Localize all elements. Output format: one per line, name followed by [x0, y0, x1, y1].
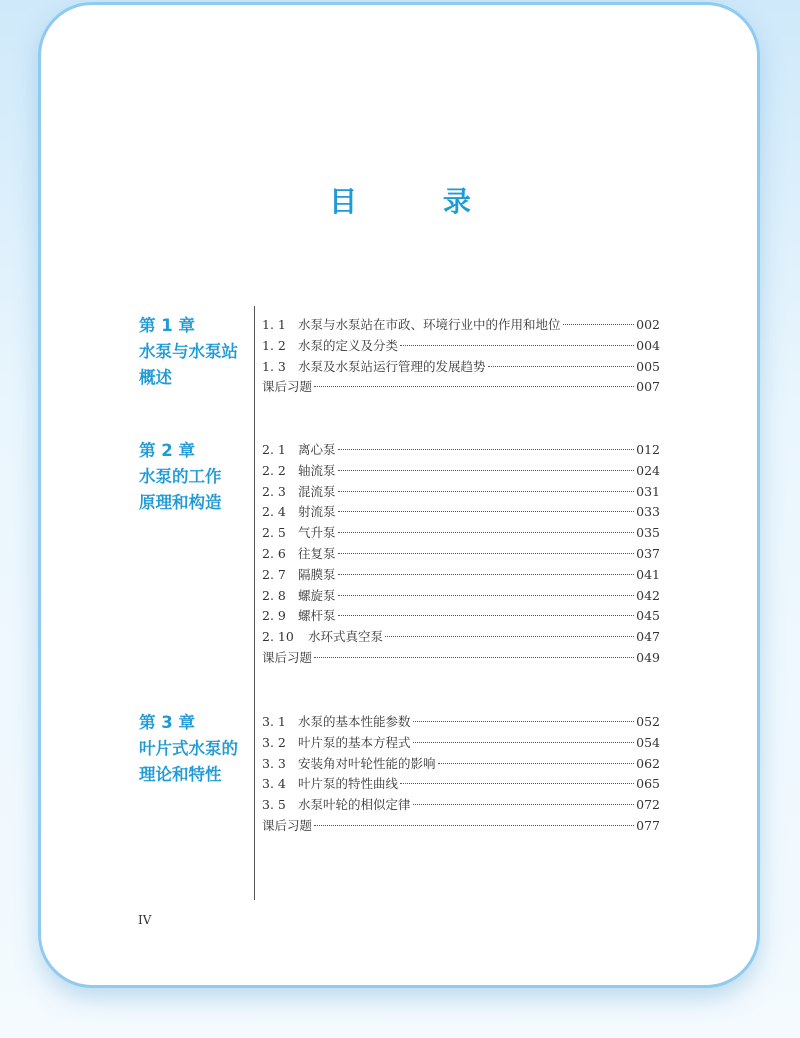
toc-entry-page: 054 — [636, 734, 660, 750]
toc-entry[interactable] — [262, 523, 660, 544]
toc-entry-page: 005 — [636, 358, 660, 374]
toc-entry-title: 课后习题 — [262, 649, 313, 665]
dot-leader — [385, 636, 634, 637]
toc-entry-page: 004 — [636, 337, 660, 353]
toc-entry-page: 047 — [636, 629, 660, 645]
toc-entry-page: 042 — [636, 587, 660, 603]
toc-entry-title: 安装角对叶轮性能的影响 — [298, 755, 436, 771]
toc-entry-number: 1. 2 — [262, 337, 286, 353]
toc-entry-page: 002 — [636, 317, 660, 332]
toc-entry[interactable] — [262, 586, 660, 607]
toc-entry[interactable] — [262, 482, 660, 503]
toc-entry[interactable] — [262, 377, 660, 398]
dot-leader — [413, 804, 635, 805]
chapter-heading-label: 第 1 章 — [139, 316, 195, 335]
toc-entry-title: 射流泵 — [298, 504, 336, 520]
dot-leader — [338, 491, 635, 492]
dot-leader — [413, 721, 635, 722]
toc-entry-title: 螺杆泵 — [298, 608, 336, 624]
toc-entry-page: 024 — [636, 462, 660, 478]
chapter-heading-name-line2: 概述 — [139, 368, 172, 387]
toc-entry-title: 隔膜泵 — [298, 566, 336, 582]
dot-leader — [314, 386, 634, 387]
dot-leader — [563, 324, 635, 325]
toc-entry-title: 叶片泵的基本方程式 — [298, 734, 411, 750]
toc-entry[interactable] — [262, 648, 660, 669]
toc-entry[interactable] — [262, 774, 660, 795]
toc-entry-title: 课后习题 — [262, 817, 313, 833]
toc-entry[interactable] — [262, 606, 660, 627]
chapter-heading — [139, 710, 251, 788]
toc-entry-title: 气升泵 — [298, 525, 336, 541]
dot-leader — [314, 657, 634, 658]
toc-entry-number: 2. 5 — [262, 525, 286, 541]
toc-entry-page: 007 — [636, 379, 660, 395]
toc-entry-title: 水泵与水泵站在市政、环境行业中的作用和地位 — [298, 317, 561, 332]
toc-entry-number: 2. 4 — [262, 504, 286, 520]
toc-entry-list — [262, 315, 660, 398]
toc-entry-page: 033 — [636, 504, 660, 520]
toc-entry-title: 混流泵 — [298, 483, 336, 499]
dot-leader — [338, 553, 635, 554]
dot-leader — [338, 595, 635, 596]
dot-leader — [400, 345, 634, 346]
toc-entry-page: 045 — [636, 608, 660, 624]
chapter-heading-name-line1: 水泵与水泵站 — [139, 342, 238, 361]
chapter-heading — [139, 313, 251, 391]
toc-entry[interactable] — [262, 440, 660, 461]
dot-leader — [338, 511, 635, 512]
toc-entry-page: 041 — [636, 566, 660, 582]
toc-entry[interactable] — [262, 733, 660, 754]
toc-entry-page: 077 — [636, 817, 660, 833]
chapter-heading-label: 第 3 章 — [139, 713, 195, 732]
toc-entry-list — [262, 440, 660, 669]
toc-entry[interactable] — [262, 544, 660, 565]
toc-entry[interactable] — [262, 565, 660, 586]
page-number: IV — [138, 913, 152, 927]
toc-entry-title: 水泵的基本性能参数 — [298, 714, 411, 729]
toc-entry-title: 课后习题 — [262, 379, 313, 395]
toc-entry-number: 2. 8 — [262, 587, 286, 603]
toc-entry-number: 2. 10 — [262, 629, 294, 645]
toc-entry-title: 水环式真空泵 — [308, 629, 384, 645]
toc-entry-page: 052 — [636, 714, 660, 729]
page-title: 目 录 — [329, 185, 509, 218]
toc-entry-number: 3. 5 — [262, 797, 286, 813]
toc-entry[interactable] — [262, 754, 660, 775]
dot-leader — [488, 366, 635, 367]
toc-entry-title: 往复泵 — [298, 545, 336, 561]
toc-entry[interactable] — [262, 315, 660, 336]
divider-line — [254, 306, 255, 900]
chapter-heading-label: 第 2 章 — [139, 441, 195, 460]
chapter-heading-name-line1: 叶片式水泵的 — [139, 739, 238, 758]
dot-leader — [338, 574, 635, 575]
toc-entry-page: 012 — [636, 442, 660, 457]
toc-entry-title: 叶片泵的特性曲线 — [298, 776, 399, 792]
toc-entry-number: 2. 3 — [262, 483, 286, 499]
toc-entry-page: 037 — [636, 545, 660, 561]
chapter-heading-name-line2: 原理和构造 — [139, 493, 222, 512]
dot-leader — [314, 825, 634, 826]
toc-entry-number: 2. 1 — [262, 442, 286, 457]
toc-entry-page: 035 — [636, 525, 660, 541]
toc-entry-number: 3. 1 — [262, 714, 286, 729]
toc-entry-number: 1. 1 — [262, 317, 286, 332]
toc-entry[interactable] — [262, 357, 660, 378]
toc-entry-number: 2. 6 — [262, 545, 286, 561]
toc-entry-title: 螺旋泵 — [298, 587, 336, 603]
toc-entry-number: 2. 7 — [262, 566, 286, 582]
dot-leader — [338, 470, 635, 471]
toc-entry[interactable] — [262, 712, 660, 733]
toc-entry-page: 031 — [636, 483, 660, 499]
toc-entry-number: 2. 9 — [262, 608, 286, 624]
toc-entry-number: 3. 2 — [262, 734, 286, 750]
toc-entry[interactable] — [262, 502, 660, 523]
toc-entry-list — [262, 712, 660, 837]
toc-entry-number: 3. 4 — [262, 776, 286, 792]
toc-entry[interactable] — [262, 795, 660, 816]
toc-entry[interactable] — [262, 816, 660, 837]
toc-entry-page: 065 — [636, 776, 660, 792]
dot-leader — [413, 742, 635, 743]
toc-entry-title: 离心泵 — [298, 442, 336, 457]
toc-entry-title: 水泵及水泵站运行管理的发展趋势 — [298, 358, 486, 374]
toc-entry[interactable] — [262, 627, 660, 648]
dot-leader — [338, 532, 635, 533]
toc-entry-number: 1. 3 — [262, 358, 286, 374]
toc-entry[interactable] — [262, 461, 660, 482]
dot-leader — [400, 783, 634, 784]
toc-entry-number: 3. 3 — [262, 755, 286, 771]
chapter-heading — [139, 438, 251, 516]
dot-leader — [338, 615, 635, 616]
dot-leader — [438, 763, 635, 764]
toc-entry-page: 062 — [636, 755, 660, 771]
toc-entry-page: 072 — [636, 797, 660, 813]
chapter-heading-name-line2: 理论和特性 — [139, 765, 222, 784]
dot-leader — [338, 449, 635, 450]
toc-entry-page: 049 — [636, 649, 660, 665]
chapter-heading-name-line1: 水泵的工作 — [139, 467, 222, 486]
toc-entry-title: 水泵叶轮的相似定律 — [298, 797, 411, 813]
toc-entry-number: 2. 2 — [262, 462, 286, 478]
toc-entry-title: 水泵的定义及分类 — [298, 337, 399, 353]
toc-entry[interactable] — [262, 336, 660, 357]
toc-entry-title: 轴流泵 — [298, 462, 336, 478]
